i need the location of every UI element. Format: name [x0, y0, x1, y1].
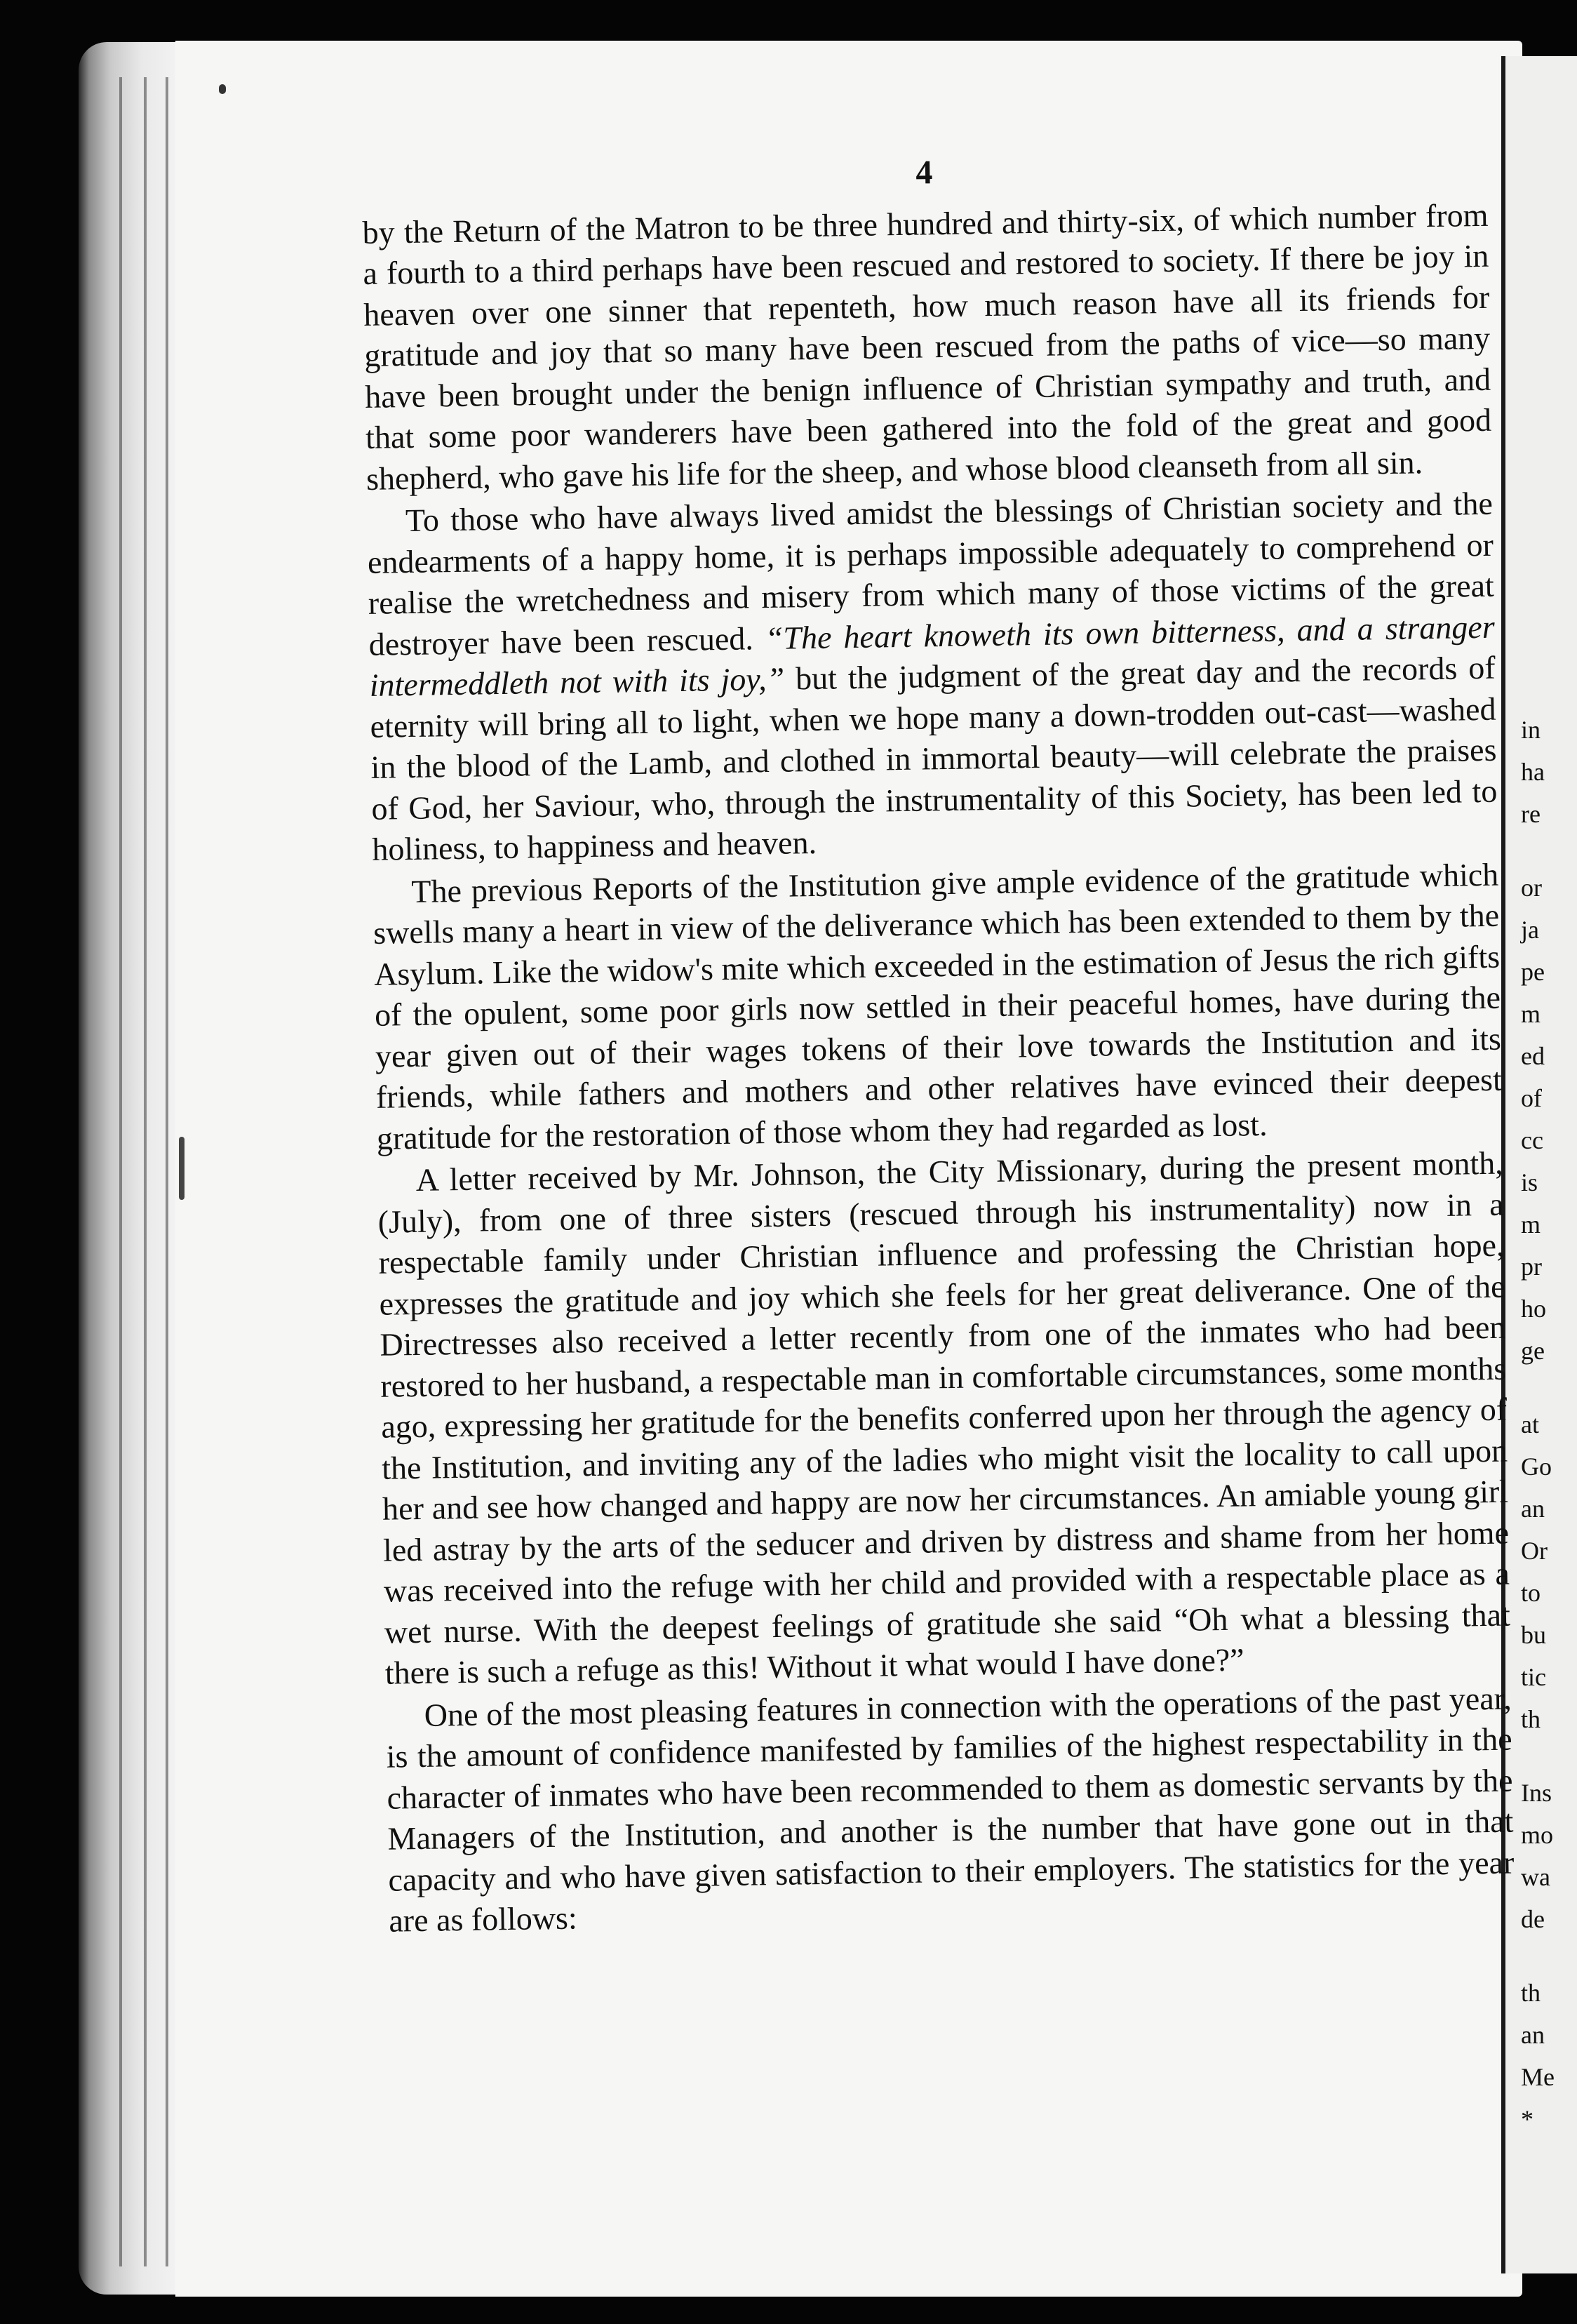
facing-page-text-fragments	[1521, 709, 1577, 2140]
facing-page-fragment: re	[1521, 800, 1541, 828]
facing-page-fragment: m	[1521, 1000, 1541, 1028]
facing-page-fragment: cc	[1521, 1126, 1543, 1154]
facing-page-fragment: of	[1521, 1084, 1542, 1112]
page-edge-line	[119, 77, 122, 2266]
facing-page-fragment: bu	[1521, 1621, 1546, 1649]
facing-page-fragment: th	[1521, 1705, 1541, 1733]
facing-page-fragment: de	[1521, 1905, 1545, 1933]
paragraph-3: The previous Reports of the Institution give ample evidence of the gratitude which swells many a heart in view of the deliverance which has been extended to them by the Asylum. Like the widow's mite which exceeded in the estimation of Jesus the rich gifts of the opulent, some poor girls now settled in their peaceful homes, have during the year given out of their wages tokens of their love towards the Institution and its friends, while fathers and mothers and other relatives have evinced their deepest gratitude for the restoration of those whom they had regarded as lost.	[373, 856, 1503, 1156]
paragraph-2-lead: To those who have always lived amidst the blessings of Christian society and the endearments of a happy home, it is perhaps impossible adequately to comprehend or realise the wretchedness and misery from which many of those victims of the great destroyer have been rescued.	[367, 485, 1495, 662]
paragraph-4: A letter received by Mr. Johnson, the City Missionary, during the present month, (July), from one of three sisters (rescued through his instrumentality) now in a respectable family under Christian influence and professing the Christian hope, expresses the gratitude and joy which she feels for her great deliverance. One of the Directresses also received a letter recently from one of the inmates who had been restored to her husband, a respectable man in comfortable circumstances, some months ago, expressing her gratitude for the benefits conferred upon her through the agency of the Institution, and inviting any of the ladies who might visit the locality to call upon her and see how changed and happy are now her circumstances. An amiable young girl led astray by the arts of the seducer and driven by distress and shame from her home was received into the refuge with her child and provided with a respectable place as a wet nurse. With the deepest feelings of gratitude she said “Oh what a blessing that there is such a refuge as this! Without it what would I have done?”	[377, 1144, 1511, 1691]
facing-page-fragment: an	[1521, 2021, 1545, 2049]
facing-page-fragment: th	[1521, 1979, 1541, 2007]
page-number: 4	[915, 154, 934, 192]
scripture-quote: “The heart knoweth its own bitterness, and a stranger intermeddleth not with its joy,”	[369, 608, 1496, 703]
facing-page-fragment	[1521, 1740, 1577, 1772]
paragraph-2	[367, 483, 1498, 871]
facing-page-fragment	[1521, 835, 1577, 867]
facing-page-fragment: ha	[1521, 758, 1545, 786]
facing-page-fragment: Me	[1521, 2063, 1555, 2091]
facing-page-fragment: ge	[1521, 1337, 1545, 1365]
facing-page-fragment: mo	[1521, 1821, 1554, 1849]
facing-page-fragment	[1521, 1940, 1577, 1972]
facing-page-fragment: wa	[1521, 1863, 1550, 1891]
facing-page-fragment: an	[1521, 1495, 1545, 1523]
paragraph-5: One of the most pleasing features in connection with the operations of the past year, is the amount of confidence manifested by families of the highest respectability in the character of inmates who have been recommended to them as domestic servants by the Managers of the Institution, and another is the number that have gone out in that capacity and who have given satisfaction to their employers. The statistics for the year are as follows:	[386, 1680, 1515, 1939]
page-edge-line	[144, 77, 147, 2266]
ink-speck	[219, 84, 226, 94]
facing-page-fragment	[1521, 1372, 1577, 1403]
facing-page-fragment: pe	[1521, 958, 1545, 986]
facing-page-fragment: *	[1521, 2105, 1534, 2133]
page-edge-line	[166, 77, 168, 2266]
facing-page-fragment: at	[1521, 1410, 1539, 1438]
facing-page-fragment: is	[1521, 1168, 1538, 1196]
facing-page-fragment: Ins	[1521, 1779, 1552, 1807]
facing-page-fragment: ho	[1521, 1295, 1546, 1323]
binding-shadow-mark	[179, 1137, 184, 1200]
facing-page-fragment: Or	[1521, 1537, 1548, 1565]
facing-page-fragment: in	[1521, 716, 1541, 744]
printed-text-column	[361, 144, 1515, 1942]
facing-page-fragment: to	[1521, 1579, 1541, 1607]
facing-page-fragment: ja	[1521, 916, 1539, 944]
facing-page-fragment: pr	[1521, 1253, 1542, 1281]
facing-page-fragment: ed	[1521, 1042, 1545, 1070]
paragraph-2-continuation: but the judgment of the great day and the records of eternity will bring all to light, when we hope many a down-trodden out-cast—washed in the blood of the Lamb, and clothed in immortal beauty—will celebrate the praises of God, her Saviour, who, through the instrumentality of this Society, has been led to holiness, to happiness and heaven.	[370, 649, 1498, 867]
facing-page-fragment: m	[1521, 1210, 1541, 1238]
facing-page-fragment: tic	[1521, 1663, 1546, 1691]
facing-page-fragment: or	[1521, 874, 1542, 902]
facing-page-fragment: Go	[1521, 1452, 1552, 1481]
paragraph-1: by the Return of the Matron to be three hundred and thirty-six, of which number from a fourth to a third perhaps have been rescued and restored to society. If there be joy in heaven over one sinner that repenteth, how much reason have all its friends for gratitude and joy that so many have been rescued from the paths of vice—so many have been brought under the benign influence of Christian sympathy and truth, and that some poor wanderers have been gathered into the fold of the great and good shepherd, who gave his life for the sheep, and whose blood cleanseth from all sin.	[362, 196, 1492, 497]
